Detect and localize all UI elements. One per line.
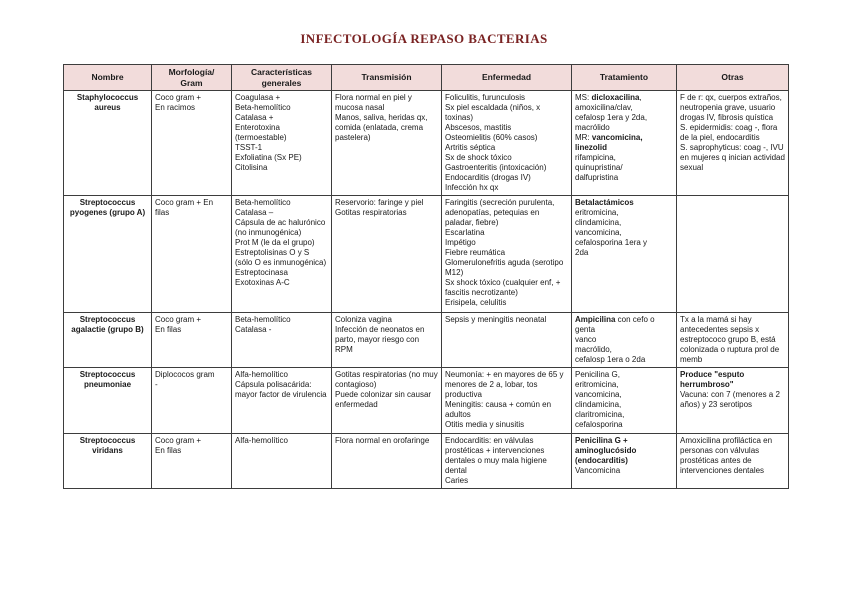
cell-name bbox=[64, 196, 152, 313]
text-run: Streptococcus agalactie (grupo B) bbox=[71, 315, 144, 335]
text-run: Amoxicilina profiláctica en personas con válvulas prostéticas antes de intervenciones dentales bbox=[680, 436, 773, 476]
cell-tratamiento bbox=[572, 91, 677, 196]
cell-morfologia bbox=[152, 91, 232, 196]
text-run: Nombre bbox=[91, 72, 124, 83]
bold-text-run: Produce "esputo herrumbroso" bbox=[680, 370, 745, 390]
cell-enfermedad bbox=[442, 196, 572, 313]
bold-text-run: dicloxacilina bbox=[591, 93, 640, 103]
text-run: Otras bbox=[721, 72, 744, 83]
text-run: Staphylococcus aureus bbox=[76, 93, 139, 113]
text-run: MS: bbox=[575, 93, 592, 103]
text-run: Tx a la mamá si hay antecedentes sepsis x estreptococo grupo B, está colonizada o ruptura prol de memb bbox=[680, 315, 780, 365]
text-run: Sepsis y meningitis neonatal bbox=[445, 315, 547, 325]
cell-name bbox=[64, 368, 152, 434]
text-run: Streptococcus pneumoniae bbox=[79, 370, 136, 390]
column-header-name bbox=[64, 65, 152, 91]
cell-transmision bbox=[332, 91, 442, 196]
column-header-otras bbox=[677, 65, 789, 91]
text-run: Alfa-hemolítico Cápsula polisacárida: mayor factor de virulencia bbox=[235, 370, 327, 400]
text-run: Reservorio: faringe y piel Gotitas respiratorias bbox=[335, 198, 424, 218]
bacteria-review-table bbox=[63, 64, 789, 489]
text-run: Gotitas respiratorias (no muy contagioso) Puede colonizar sin causar enfermedad bbox=[335, 370, 438, 410]
bold-text-run: Betalactámicos bbox=[575, 198, 634, 208]
column-header-morfologia bbox=[152, 65, 232, 91]
text-run: Coloniza vagina Infección de neonatos en parto, mayor riesgo con RPM bbox=[335, 315, 425, 355]
table-header bbox=[64, 65, 789, 91]
cell-morfologia bbox=[152, 313, 232, 368]
cell-name bbox=[64, 313, 152, 368]
text-run: Coco gram + En filas bbox=[155, 198, 214, 218]
text-run: Diplococos gram - bbox=[155, 370, 215, 390]
table-row bbox=[64, 91, 789, 196]
cell-transmision bbox=[332, 368, 442, 434]
text-run: rifampicina, quinupristina/ dalfupristina bbox=[575, 153, 623, 183]
cell-transmision bbox=[332, 313, 442, 368]
bold-text-run: Penicilina G + aminoglucósido (endocarditis) bbox=[575, 436, 637, 466]
text-run: Coco gram + En filas bbox=[155, 315, 202, 335]
cell-otras bbox=[677, 196, 789, 313]
table-row bbox=[64, 368, 789, 434]
cell-tratamiento bbox=[572, 196, 677, 313]
cell-enfermedad bbox=[442, 91, 572, 196]
cell-tratamiento bbox=[572, 434, 677, 489]
cell-enfermedad bbox=[442, 313, 572, 368]
table-header-row bbox=[64, 65, 789, 91]
cell-otras bbox=[677, 91, 789, 196]
text-run: Tratamiento bbox=[599, 72, 649, 83]
cell-caracteristicas bbox=[232, 313, 332, 368]
text-run: Vacuna: con 7 (menores a 2 años) y 23 serotipos bbox=[680, 390, 780, 410]
text-run: Coagulasa + Beta-hemolítico Catalasa + Enterotoxina (termoestable) TSST-1 Exfoliatina (Sx PE) Citolisina bbox=[235, 93, 302, 173]
text-run: Flora normal en orofaringe bbox=[335, 436, 430, 446]
text-run: Vancomicina bbox=[575, 466, 621, 476]
text-run: Transmisión bbox=[361, 72, 412, 83]
text-run: Flora normal en piel y mucosa nasal Manos, saliva, heridas qx, comida (enlatada, crema pastelera) bbox=[335, 93, 428, 143]
text-run: Morfología/ Gram bbox=[168, 67, 215, 88]
text-run: Coco gram + En racimos bbox=[155, 93, 202, 113]
table-row bbox=[64, 196, 789, 313]
cell-enfermedad bbox=[442, 434, 572, 489]
column-header-tratamiento bbox=[572, 65, 677, 91]
text-run: Coco gram + En filas bbox=[155, 436, 202, 456]
bold-text-run: vancomicina, linezolid bbox=[575, 133, 643, 153]
table-row bbox=[64, 313, 789, 368]
cell-name bbox=[64, 434, 152, 489]
text-run: Streptococcus viridans bbox=[79, 436, 136, 456]
text-run: Alfa-hemolítico bbox=[235, 436, 288, 446]
text-run: Neumonía: + en mayores de 65 y menores de 2 a, lobar, tos productiva Meningitis: causa + común en adultos Otitis media y sinusitis bbox=[445, 370, 564, 430]
bold-text-run: Ampicilina bbox=[575, 315, 616, 325]
text-run: Faringitis (secreción purulenta, adenopatías, petequias en paladar, fiebre) Escarlatina Impétigo Fiebre reumática Glomerulonefritis aguda (serotipo M12) Sx shock tóxico (cualquier enf, + fascitis necrotizante) Erisipela, celulitis bbox=[445, 198, 564, 308]
cell-transmision bbox=[332, 434, 442, 489]
text-run: eritromicina, clindamicina, vancomicina, cefalosporina 1era y 2da bbox=[575, 208, 648, 258]
column-header-enfermedad bbox=[442, 65, 572, 91]
text-run: Streptococcus pyogenes (grupo A) bbox=[69, 198, 146, 218]
cell-otras bbox=[677, 368, 789, 434]
cell-otras bbox=[677, 434, 789, 489]
page-title: INFECTOLOGÍA REPASO BACTERIAS bbox=[300, 31, 548, 46]
text-run: Endocarditis: en válvulas prostéticas + intervenciones dentales o muy mala higiene dental Caries bbox=[445, 436, 547, 486]
cell-caracteristicas bbox=[232, 91, 332, 196]
text-run: Penicilina G, eritromicina, vancomicina, clindamicina, claritromicina, cefalosporina bbox=[575, 370, 625, 430]
column-header-caracteristicas bbox=[232, 65, 332, 91]
cell-enfermedad bbox=[442, 368, 572, 434]
text-run: Beta-hemolítico Catalasa – Cápsula de ac halurónico (no inmunogénica) Prot M (le da el grupo) Estreptolisinas O y S (sólo O es inmunogénica) Estreptocinasa Exotoxinas A-C bbox=[235, 198, 327, 288]
text-run: con cefo o genta vanco macrólido, cefalosp 1era o 2da bbox=[575, 315, 655, 365]
cell-morfologia bbox=[152, 196, 232, 313]
cell-morfologia bbox=[152, 434, 232, 489]
cell-tratamiento bbox=[572, 368, 677, 434]
cell-name bbox=[64, 91, 152, 196]
table-body bbox=[64, 91, 789, 489]
text-run: , amoxicilina/clav, cefalosp 1era y 2da, macrólido MR: bbox=[575, 93, 648, 143]
cell-caracteristicas bbox=[232, 196, 332, 313]
text-run: Enfermedad bbox=[481, 72, 532, 83]
text-run: Características generales bbox=[251, 67, 312, 88]
cell-caracteristicas bbox=[232, 368, 332, 434]
cell-transmision bbox=[332, 196, 442, 313]
text-run: Foliculitis, furunculosis Sx piel escaldada (niños, x toxinas) Abscesos, mastitis Osteomielitis (60% casos) Artritis séptica Sx de shock tóxico Gastroenteritis (intoxicación) Endocarditis (drogas IV) Infección hx qx bbox=[445, 93, 547, 193]
column-header-transmision bbox=[332, 65, 442, 91]
text-run: F de r: qx, cuerpos extraños, neutropenia grave, usuario drogas IV, fibrosis quística S. epidermidis: coag -, flora de la piel, endocarditis S. saprophyticus: coag -, IVU en mujeres q inician actividad sexual bbox=[680, 93, 785, 173]
cell-tratamiento bbox=[572, 313, 677, 368]
table-row bbox=[64, 434, 789, 489]
cell-morfologia bbox=[152, 368, 232, 434]
cell-caracteristicas bbox=[232, 434, 332, 489]
text-run: Beta-hemolítico Catalasa - bbox=[235, 315, 291, 335]
cell-otras bbox=[677, 313, 789, 368]
